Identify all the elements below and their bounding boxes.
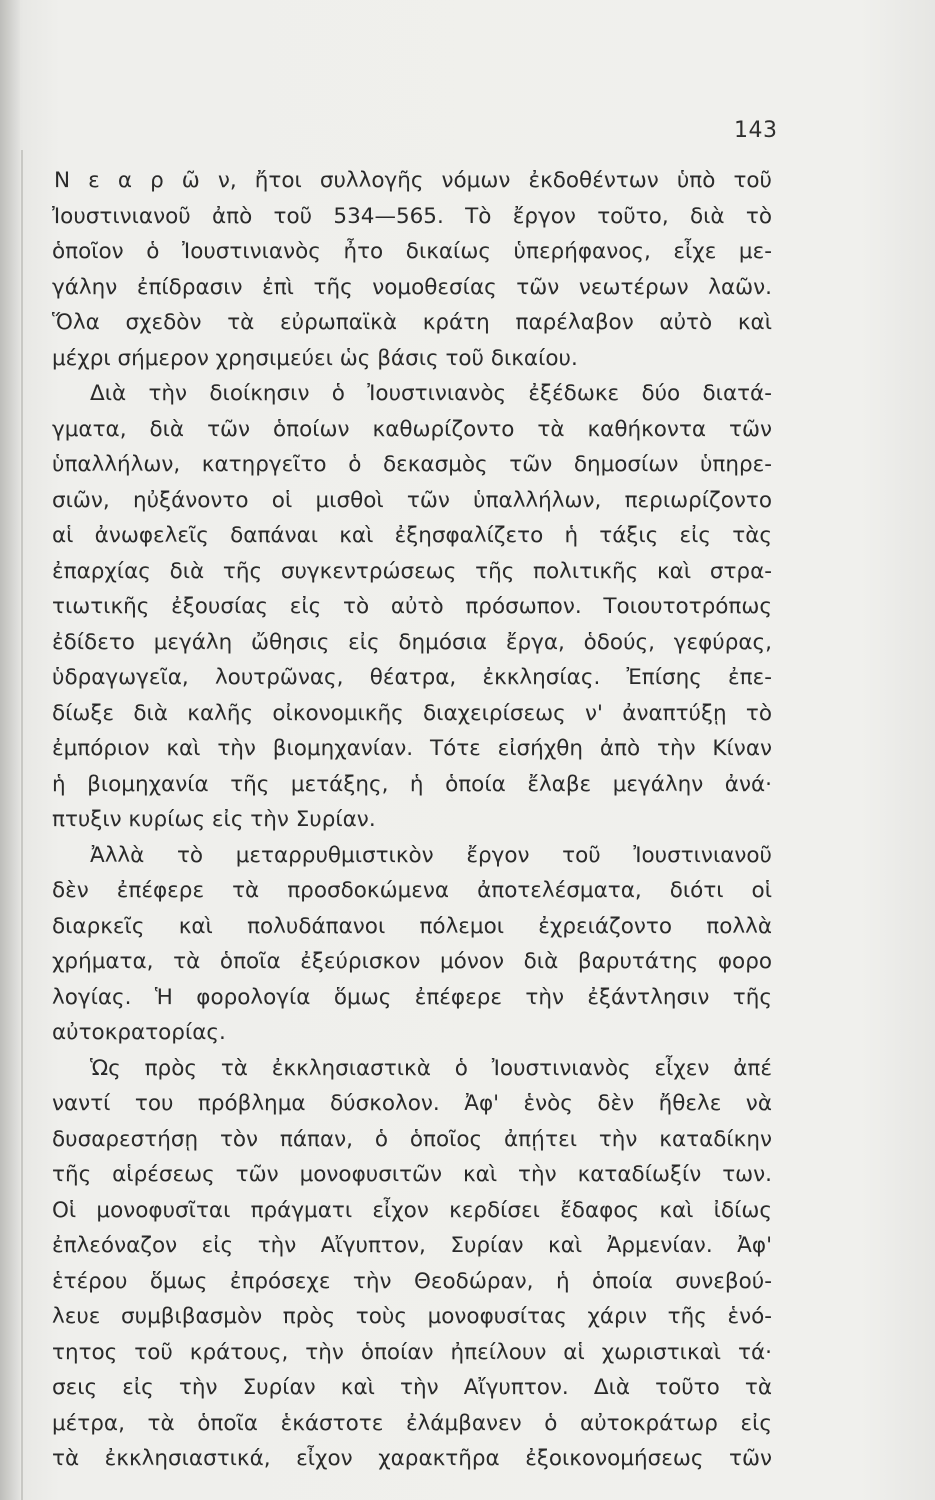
text-line: πτυξιν κυρίως εἰς τὴν Συρίαν.: [52, 807, 376, 832]
text-line: ἐπλεόναζον εἰς τὴν Αἴγυπτον, Συρίαν καὶ Ἀρμενίαν. Ἀφ': [52, 1233, 772, 1258]
text-line: λευε συμβιβασμὸν πρὸς τοὺς μονοφυσίτας χάριν τῆς ἑνό-: [52, 1304, 772, 1329]
text-line: χρήματα, τὰ ὁποῖα ἐξεύρισκον μόνον διὰ βαρυτάτης φορο: [52, 949, 772, 974]
text-line: ἐπαρχίας διὰ τῆς συγκεντρώσεως τῆς πολιτικῆς καὶ στρα-: [52, 558, 772, 584]
text-line: δὲν ἐπέφερε τὰ προσδοκώμενα ἀποτελέσματα, διότι οἱ: [52, 878, 772, 903]
text-line: ὑδραγωγεῖα, λουτρῶνας, θέατρα, ἐκκλησίας. Ἐπίσης ἐπε-: [52, 665, 772, 690]
text-line: σεις εἰς τὴν Συρίαν καὶ τὴν Αἴγυπτον. Διὰ τοῦτο τὰ: [52, 1375, 772, 1400]
page-number: 143: [734, 118, 778, 143]
text-line: ἑτέρου ὅμως ἐπρόσεχε τὴν Θεοδώραν, ἡ ὁποία συνεβού-: [52, 1268, 772, 1294]
text-line: γάλην ἐπίδρασιν ἐπὶ τῆς νομοθεσίας τῶν νεωτέρων λαῶν.: [52, 274, 772, 300]
text-line: μέχρι σήμερον χρησιμεύει ὡς βάσις τοῦ δικαίου.: [52, 345, 578, 371]
text-line: λογίας. Ἡ φορολογία ὅμως ἐπέφερε τὴν ἐξάντλησιν τῆς: [52, 984, 772, 1010]
text-line: ναντί του πρόβλημα δύσκολον. Ἀφ' ἑνὸς δὲν ἤθελε νὰ: [52, 1091, 772, 1116]
text-line: ἡ βιομηχανία τῆς μετάξης, ἡ ὁποία ἔλαβε μεγάλην ἀνά·: [52, 771, 772, 797]
text-line: ὑπαλλήλων, κατηργεῖτο ὁ δεκασμὸς τῶν δημοσίων ὑπηρε-: [52, 452, 772, 477]
text-line: σιῶν, ηὐξάνοντο οἱ μισθοὶ τῶν ὑπαλλήλων, περιωρίζοντο: [52, 487, 772, 513]
text-line: ἐδίδετο μεγάλη ὤθησις εἰς δημόσια ἔργα, ὁδούς, γεφύρας,: [52, 629, 772, 655]
text-line: τῆς αἱρέσεως τῶν μονοφυσιτῶν καὶ τὴν καταδίωξίν των.: [52, 1162, 772, 1187]
gutter-edge: [21, 150, 23, 1500]
text-line: Οἱ μονοφυσῖται πράγματι εἶχον κερδίσει ἔδαφος καὶ ἰδίως: [52, 1197, 772, 1223]
text-line: Ἀλλὰ τὸ μεταρρυθμιστικὸν ἔργον τοῦ Ἰουστινιανοῦ: [90, 842, 772, 868]
text-line: Ὅλα σχεδὸν τὰ εὐρωπαϊκὰ κράτη παρέλαβον αὐτὸ καὶ: [52, 310, 772, 335]
text-line: διαρκεῖς καὶ πολυδάπανοι πόλεμοι ἐχρειάζοντο πολλὰ: [52, 913, 772, 939]
text-line: δίωξε διὰ καλῆς οἰκονομικῆς διαχειρίσεως ν' ἀναπτύξῃ τὸ: [52, 700, 772, 726]
text-line: Ὡς πρὸς τὰ ἐκκλησιαστικὰ ὁ Ἰουστινιανὸς εἶχεν ἀπέ: [90, 1055, 772, 1081]
text-line: αἱ ἀνωφελεῖς δαπάναι καὶ ἐξησφαλίζετο ἡ τάξις εἰς τὰς: [52, 523, 772, 548]
binding-gutter: [0, 0, 20, 1500]
text-line: μέτρα, τὰ ὁποῖα ἑκάστοτε ἐλάμβανεν ὁ αὐτοκράτωρ εἰς: [52, 1410, 772, 1436]
text-line: Ν ε α ρ ῶ ν, ἤτοι συλλογῆς νόμων ἐκδοθέντων ὑπὸ τοῦ: [54, 168, 772, 193]
text-line: τιωτικῆς ἐξουσίας εἰς τὸ αὐτὸ πρόσωπον. Τοιουτοτρόπως: [52, 594, 772, 619]
text-line: γματα, διὰ τῶν ὁποίων καθωρίζοντο τὰ καθήκοντα τῶν: [52, 416, 772, 442]
text-line: Ἰουστινιανοῦ ἀπὸ τοῦ 534—565. Τὸ ἔργον τοῦτο, διὰ τὸ: [52, 203, 772, 229]
text-line: δυσαρεστήσῃ τὸν πάπαν, ὁ ὁποῖος ἀπῄτει τὴν καταδίκην: [52, 1126, 772, 1152]
text-line: τὰ ἐκκλησιαστικά, εἶχον χαρακτῆρα ἐξοικονομήσεως τῶν: [52, 1446, 772, 1471]
text-line: Διὰ τὴν διοίκησιν ὁ Ἰουστινιανὸς ἐξέδωκε δύο διατά-: [90, 381, 772, 406]
text-line: ἐμπόριον καὶ τὴν βιομηχανίαν. Τότε εἰσήχθη ἀπὸ τὴν Κίναν: [52, 736, 772, 761]
text-line: τητος τοῦ κράτους, τὴν ὁποίαν ἠπείλουν αἱ χωριστικαὶ τά·: [52, 1339, 772, 1365]
text-line: ὁποῖον ὁ Ἰουστινιανὸς ἦτο δικαίως ὑπερήφανος, εἶχε με-: [52, 239, 772, 264]
body-text: [52, 163, 772, 1477]
text-line: αὐτοκρατορίας.: [52, 1020, 226, 1045]
